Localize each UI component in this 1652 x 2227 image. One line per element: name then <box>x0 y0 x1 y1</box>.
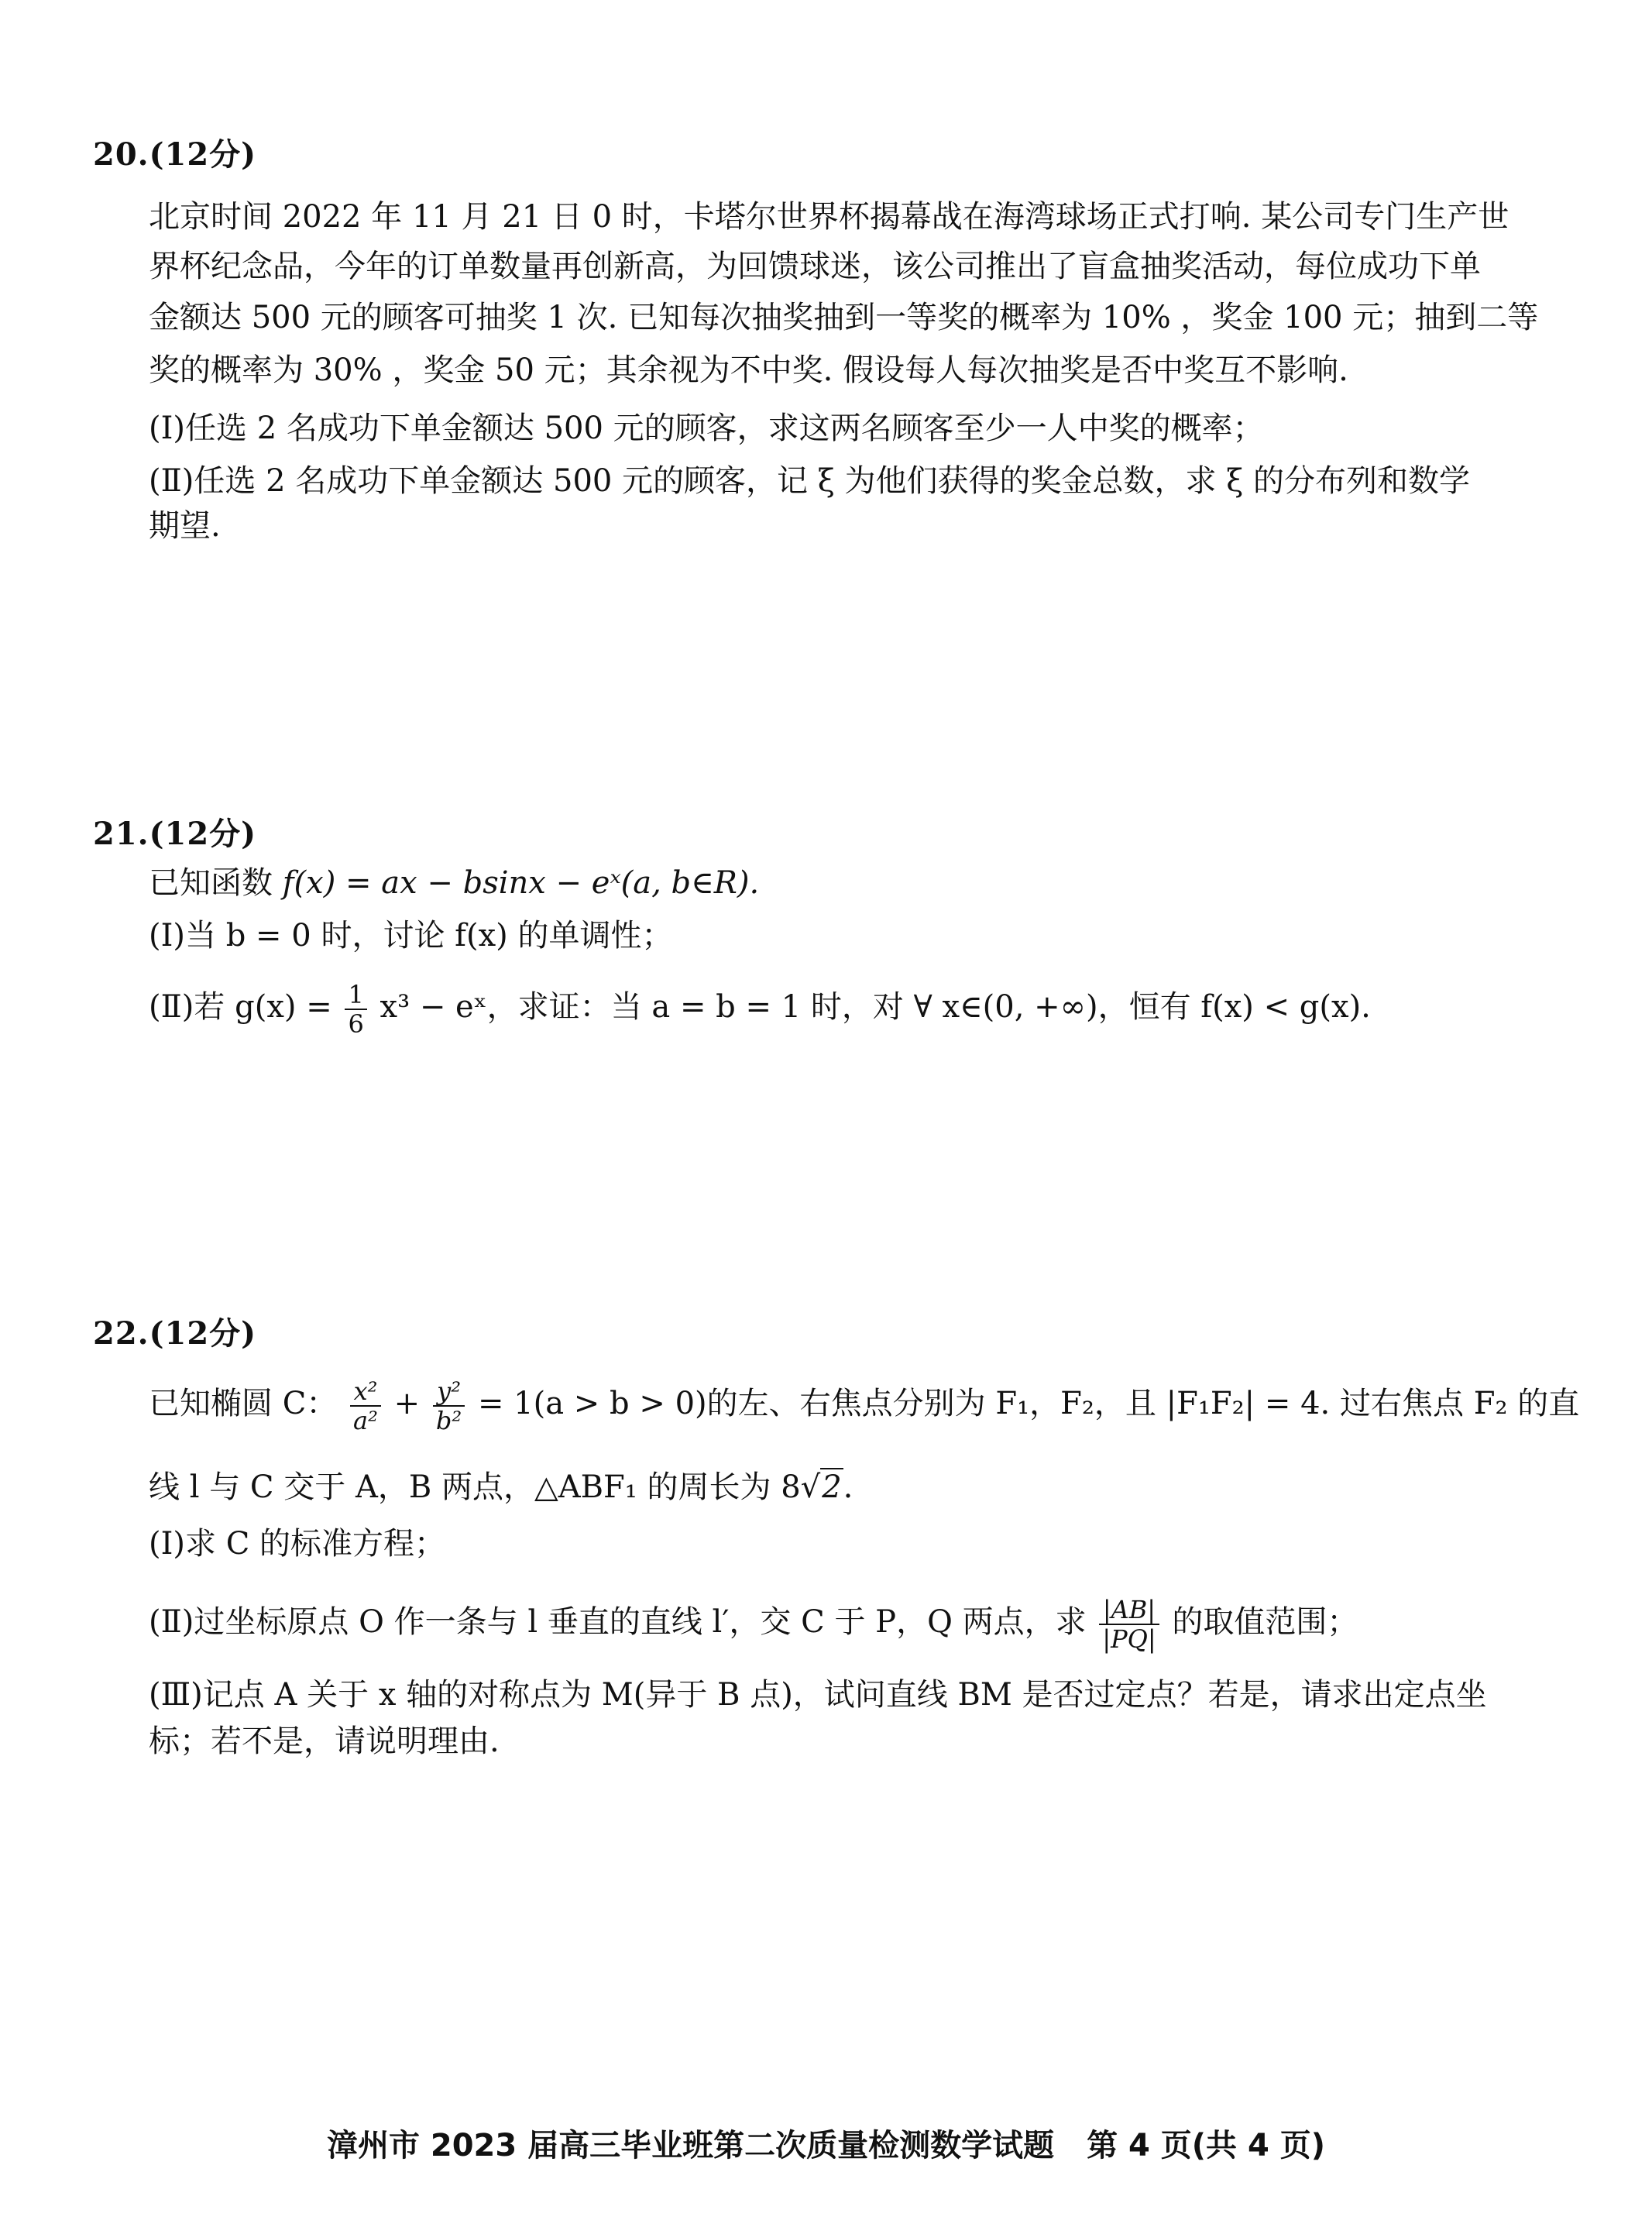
question-20-line-3: 金额达 500 元的顾客可抽奖 1 次. 已知每次抽奖抽到一等奖的概率为 10% ，奖金 100 元；抽到二等 <box>149 300 1539 335</box>
fraction-denominator: 6 <box>348 1009 364 1039</box>
question-21-part-2 <box>149 980 1543 1039</box>
ellipse-x-term <box>350 1376 381 1435</box>
page-number: 第 4 页(共 4 页) <box>1087 2128 1326 2163</box>
question-21-part-2-suffix: x³ − eˣ，求证：当 a = b = 1 时，对 ∀ x∈(0, +∞)，恒有 f(x) < g(x). <box>380 989 1371 1025</box>
plus-sign: + <box>393 1386 421 1421</box>
exam-title: 漳州市 2023 届高三毕业班第二次质量检测数学试题 <box>326 2128 1055 2163</box>
question-20-part-2-end: 期望. <box>149 508 221 544</box>
function-f-definition: f(x) = ax − bsinx − eˣ(a, b∈R). <box>282 865 760 901</box>
question-22-line-1-suffix: = 1(a > b > 0)的左、右焦点分别为 F₁，F₂，且 |F₁F₂| = 4. 过右焦点 F₂ 的直 <box>477 1386 1580 1421</box>
question-20-line-1: 北京时间 2022 年 11 月 21 日 0 时，卡塔尔世界杯揭幕战在海湾球场正式打响. 某公司专门生产世 <box>149 199 1509 235</box>
question-22-number: 22.(12分) <box>93 1315 257 1352</box>
question-20-number: 20.(12分) <box>93 136 257 173</box>
question-22-line-1 <box>149 1376 1580 1435</box>
question-21-part-1: (Ⅰ)当 b = 0 时，讨论 f(x) 的单调性； <box>149 918 673 954</box>
question-22-prefix: 已知椭圆 C： <box>149 1386 338 1421</box>
question-20-line-4: 奖的概率为 30% ，奖金 50 元；其余视为不中奖. 假设每人每次抽奖是否中奖互不影响. <box>149 352 1348 388</box>
question-22-line-2-end: . <box>843 1469 853 1505</box>
question-20-line-2: 界杯纪念品，今年的订单数量再创新高，为回馈球迷，该公司推出了盲盒抽奖活动，每位成功下单 <box>149 249 1481 284</box>
fraction-denominator: |PQ| <box>1102 1624 1156 1654</box>
question-21-part-2-prefix: (Ⅱ)若 g(x) = <box>149 989 332 1025</box>
question-20-part-1: (Ⅰ)任选 2 名成功下单金额达 500 元的顾客，求这两名顾客至少一人中奖的概率； <box>149 411 1264 446</box>
question-22-part-3-end: 标；若不是，请说明理由. <box>149 1724 500 1759</box>
question-22-line-2-text: 线 l 与 C 交于 A，B 两点，△ABF₁ 的周长为 8 <box>149 1469 801 1505</box>
fraction-denominator: a² <box>353 1406 378 1435</box>
ellipse-y-term <box>433 1376 465 1435</box>
sqrt-symbol: √2 <box>800 1469 842 1505</box>
fraction-numerator: 1 <box>345 982 366 1010</box>
fraction-numerator: y² <box>433 1379 465 1407</box>
fraction-denominator: b² <box>435 1406 462 1435</box>
page-footer <box>0 2121 1652 2165</box>
fraction-one-sixth <box>345 980 366 1039</box>
question-22-part-2-prefix: (Ⅱ)过坐标原点 O 作一条与 l 垂直的直线 l′，交 C 于 P，Q 两点，求 <box>149 1604 1087 1640</box>
fraction-numerator: |AB| <box>1099 1597 1159 1625</box>
question-22-part-2 <box>149 1595 1543 1654</box>
sqrt-radicand: 2 <box>822 1469 842 1505</box>
question-21-number: 21.(12分) <box>93 816 257 852</box>
question-20-part-2: (Ⅱ)任选 2 名成功下单金额达 500 元的顾客，记 ξ 为他们获得的奖金总数，求 ξ 的分布列和数学 <box>149 463 1470 499</box>
question-21-prefix: 已知函数 <box>149 865 273 901</box>
question-22-part-2-suffix: 的取值范围； <box>1172 1604 1358 1640</box>
question-22-line-2 <box>149 1466 1543 1509</box>
fraction-numerator: x² <box>350 1379 381 1407</box>
question-22-part-3: (Ⅲ)记点 A 关于 x 轴的对称点为 M(异于 B 点)，试问直线 BM 是否过定点？若是，请求出定点坐 <box>149 1677 1487 1713</box>
question-21-line-1 <box>149 861 1543 905</box>
question-22-part-1: (Ⅰ)求 C 的标准方程； <box>149 1526 446 1562</box>
fraction-ab-over-pq <box>1099 1595 1159 1654</box>
